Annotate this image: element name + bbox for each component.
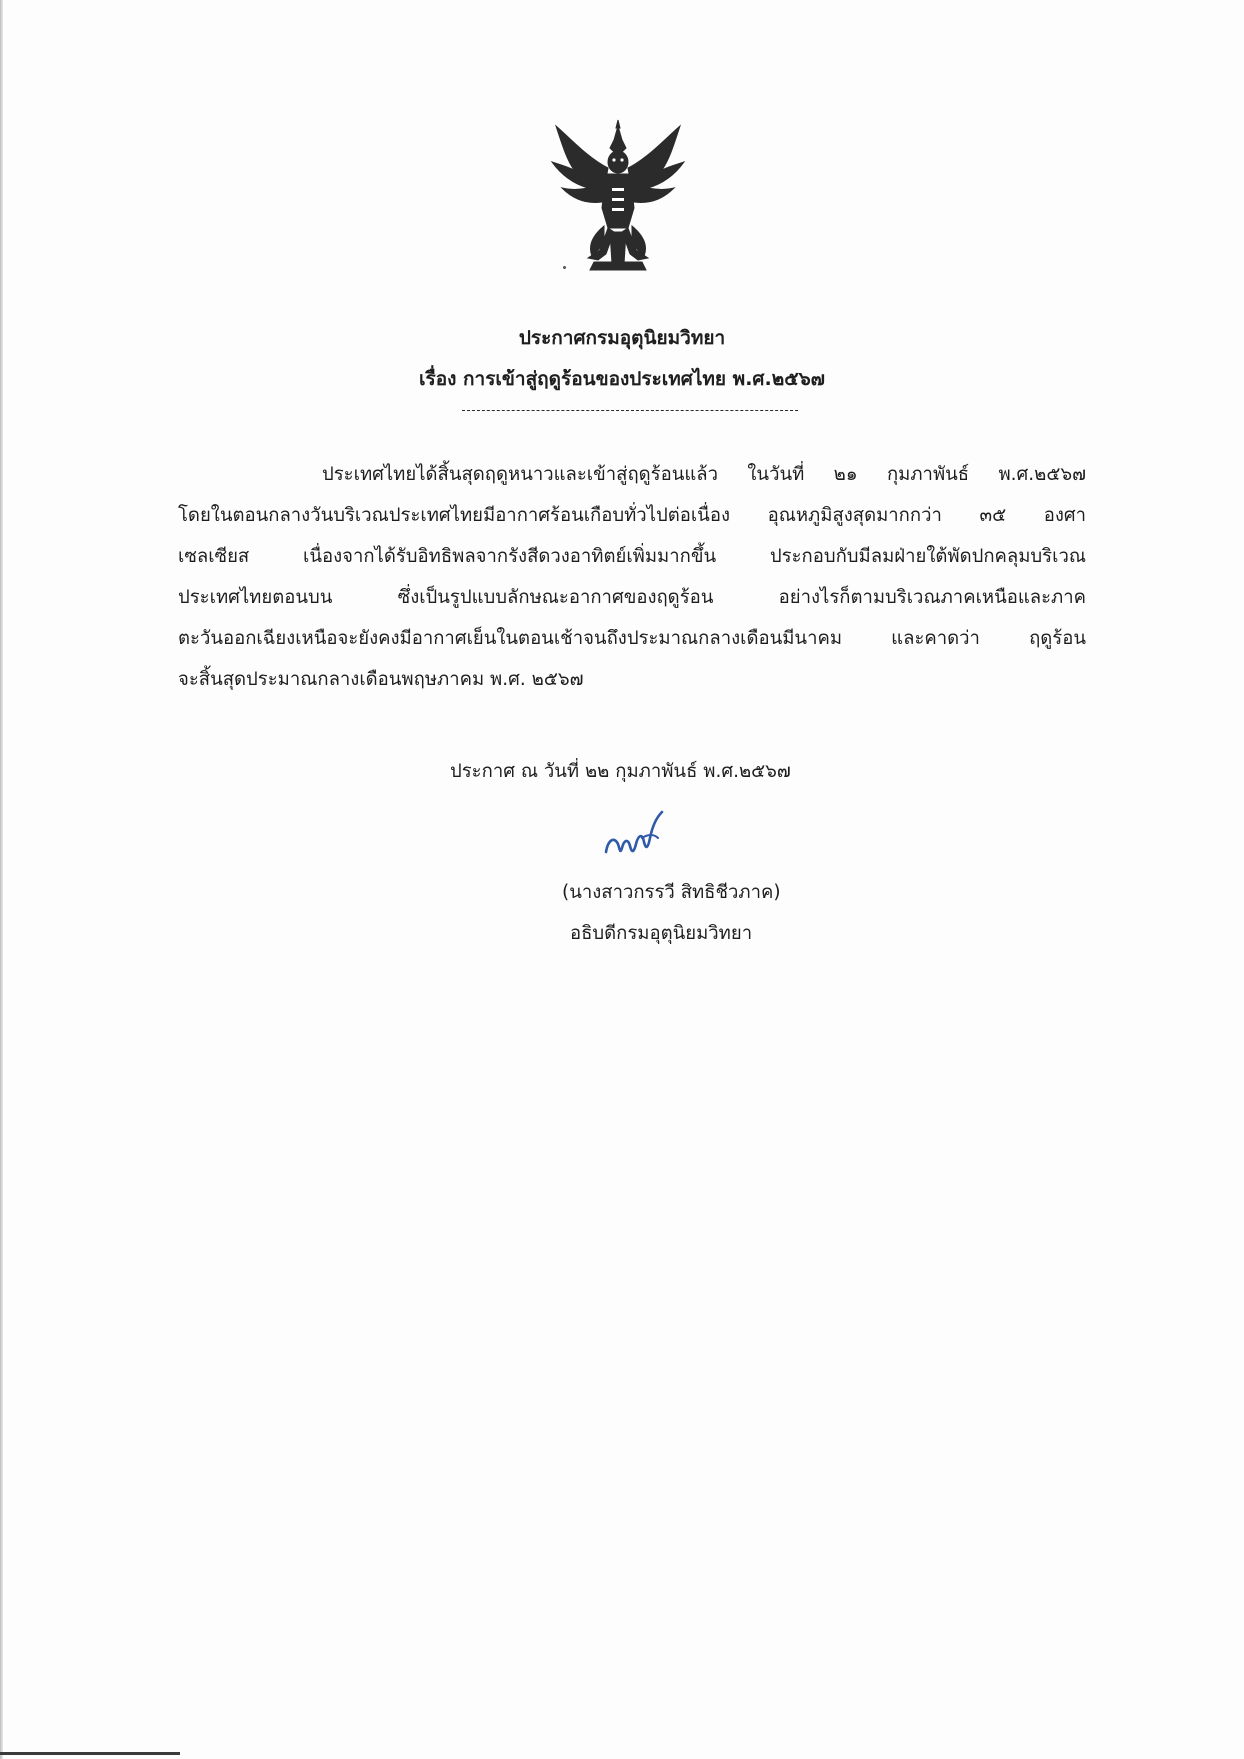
- body-line: โดยในตอนกลางวันบริเวณประเทศไทยมีอากาศร้อนเกือบทั่วไปต่อเนื่อง อุณหภูมิสูงสุดมากกว่า ๓๕ องศา: [178, 505, 1086, 526]
- body-line: ตะวันออกเฉียงเหนือจะยังคงมีอากาศเย็นในตอนเช้าจนถึงประมาณกลางเดือนมีนาคม และคาดว่า ฤดูร้อน: [178, 628, 1086, 649]
- signer-title: อธิบดีกรมอุตุนิยมวิทยา: [570, 923, 753, 944]
- announcement-title: ประกาศกรมอุตุนิยมวิทยา: [518, 327, 726, 349]
- garuda-emblem-icon: [548, 118, 688, 278]
- title-divider: [462, 410, 798, 411]
- scan-bottom-mark: [0, 1752, 180, 1755]
- body-line: จะสิ้นสุดประมาณกลางเดือนพฤษภาคม พ.ศ. ๒๕๖๗: [178, 669, 584, 690]
- announcement-subject: เรื่อง การเข้าสู่ฤดูร้อนของประเทศไทย พ.ศ.๒๕๖๗: [419, 368, 825, 390]
- scan-speck: [563, 266, 566, 269]
- announce-date: ประกาศ ณ วันที่ ๒๒ กุมภาพันธ์ พ.ศ.๒๕๖๗: [450, 761, 791, 782]
- announcement-body: [178, 454, 1086, 700]
- body-line: เซลเซียส เนื่องจากได้รับอิทธิพลจากรังสีดวงอาทิตย์เพิ่มมากขึ้น ประกอบกับมีลมฝ่ายใต้พัดปกคลุมบริเวณ: [178, 546, 1086, 567]
- signature-mark: [598, 808, 678, 864]
- scan-edge: [0, 0, 3, 1759]
- body-line: ประเทศไทยตอนบน ซึ่งเป็นรูปแบบลักษณะอากาศของฤดูร้อน อย่างไรก็ตามบริเวณภาคเหนือและภาค: [178, 587, 1086, 608]
- signer-name: (นางสาวกรรวี สิทธิชีวภาค): [562, 882, 781, 903]
- body-line: ประเทศไทยได้สิ้นสุดฤดูหนาวและเข้าสู่ฤดูร้อนแล้ว ในวันที่ ๒๑ กุมภาพันธ์ พ.ศ.๒๕๖๗: [322, 464, 1086, 485]
